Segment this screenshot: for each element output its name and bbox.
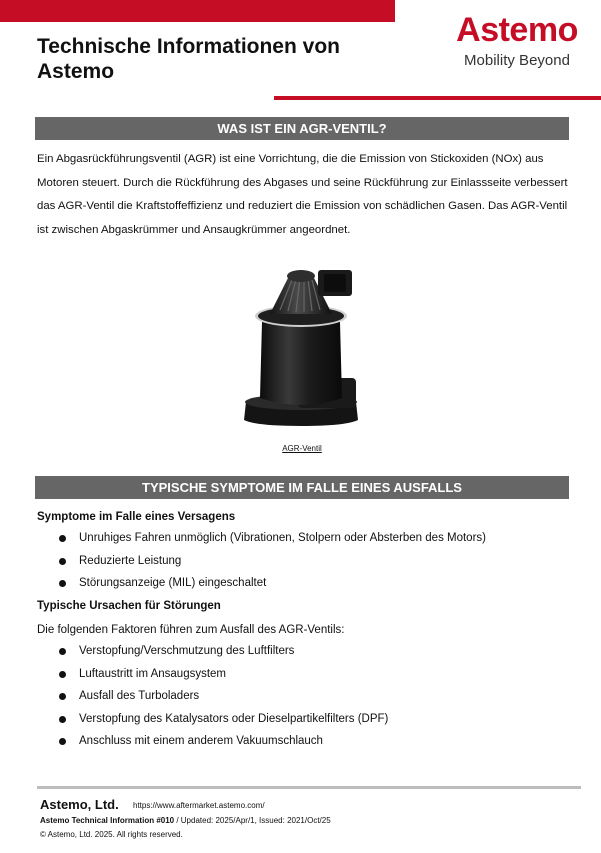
list-item [0,685,388,708]
list-item-text: Unruhiges Fahren unmöglich (Vibrationen, Stolpern oder Absterben des Motors) [79,532,486,544]
causes-intro: Die folgenden Faktoren führen zum Ausfall des AGR-Ventils: [37,624,345,636]
bullet-icon [59,738,66,745]
list-item [0,663,388,686]
list-item [0,640,388,663]
list-item-text: Störungsanzeige (MIL) eingeschaltet [79,577,267,590]
page-title: Technische Informationen von Astemo [37,35,340,83]
footer-copyright: © Astemo, Ltd. 2025. All rights reserved. [40,830,183,839]
list-item-text: Verstopfung/Verschmutzung des Luftfilters [79,645,295,657]
logo-wordmark: Astemo [456,11,578,49]
section-heading-symptoms: TYPISCHE SYMPTOME IM FALLE EINES AUSFALLS [35,476,569,499]
list-item [0,572,486,595]
list-item-text: Anschluss mit einem anderem Vakuumschlauch [79,735,323,748]
bullet-icon [59,693,66,700]
list-item-text: Ausfall des Turboladers [79,690,200,703]
logo-tagline: Mobility Beyond [464,52,570,69]
footer-company: Astemo, Ltd. [40,797,119,812]
intro-paragraph: Ein Abgasrückführungsventil (AGR) ist eine Vorrichtung, die die Emission von Stickoxiden (NOx) aus Motoren steuert. Durch die Rückführung des Abgases und seine Rückführung zur Einlassseite verbessert das AGR-Ventil die Kraftstoffeffizienz und reduziert die Emission von schädlichen Gasen. Das AGR-Ventil ist zwischen Abgaskrümmer und Ansaugkrümmer angeordnet. [37,153,568,236]
egr-valve-image [236,260,366,435]
footer-info-dates: / Updated: 2025/Apr/1, Issued: 2021/Oct/25 [174,816,331,825]
list-item [0,708,388,731]
list-item [0,527,486,550]
list-item-text: Luftaustritt im Ansaugsystem [79,667,227,680]
bullet-icon [59,535,66,542]
footer-url-link[interactable]: https://www.aftermarket.astemo.com/ [133,801,265,810]
egr-valve-illustration [236,260,366,435]
symptoms-heading: Symptome im Falle eines Versagens [37,511,236,523]
symptoms-list [0,527,486,595]
list-item [0,550,486,573]
bullet-icon [59,580,66,587]
astemo-logo [437,10,597,70]
bullet-icon [59,648,66,655]
figure-caption: AGR-Ventil [282,444,322,453]
section-heading-what-is: WAS IST EIN AGR-VENTIL? [35,117,569,140]
footer-info [40,816,331,825]
footer-info-title: Astemo Technical Information #010 [40,816,175,825]
causes-list [0,640,388,753]
header-red-rule [274,96,601,100]
bullet-icon [59,671,66,678]
top-red-bar [0,0,395,22]
list-item-text: Reduzierte Leistung [79,554,182,567]
bullet-icon [59,716,66,723]
footer-divider [37,786,581,789]
list-item [0,730,388,753]
list-item-text: Verstopfung des Katalysators oder Dieselpartikelfilters (DPF) [79,712,389,725]
bullet-icon [59,558,66,565]
causes-heading: Typische Ursachen für Störungen [37,600,221,612]
